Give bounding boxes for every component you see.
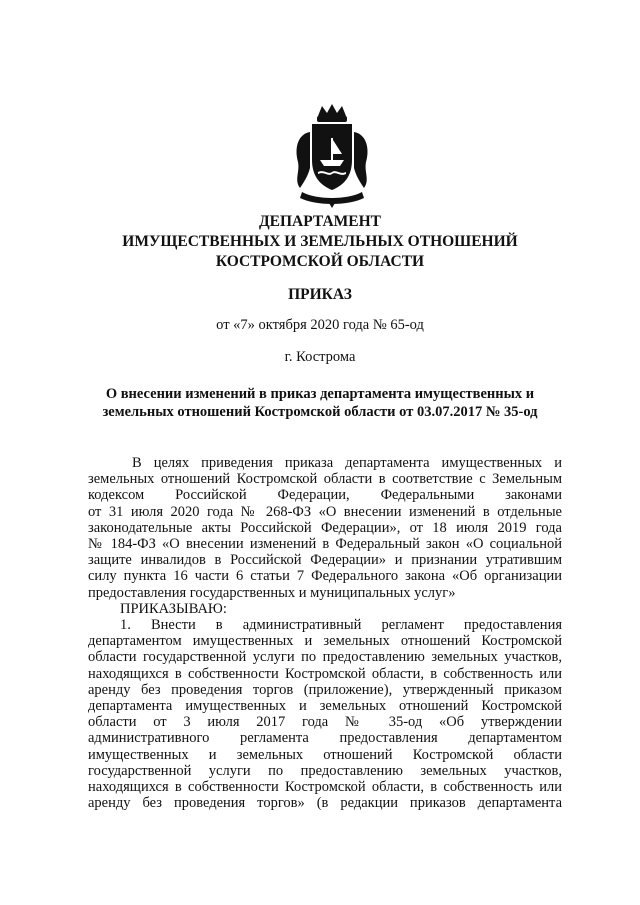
city: г. Кострома: [284, 349, 356, 365]
item-line: находящихся в собственности Костромской области, в собственность или: [88, 665, 562, 682]
item-line: 1. Внести в административный регламент предоставления: [120, 617, 562, 634]
subject-line: земельных отношений Костромской области от 03.07.2017 № 35-од: [102, 404, 538, 420]
document-type: ПРИКАЗ: [288, 286, 352, 303]
item-line: департаментом имущественных и земельных отношений Костромской: [88, 633, 562, 650]
order-date-number: от «7» октября 2020 года № 65-од: [216, 317, 424, 333]
item-line: государственной услуги по предоставлению земельных участков,: [88, 762, 562, 779]
item-line: аренду без проведения торгов (приложение), утвержденный приказом: [88, 681, 562, 698]
preamble-line: земельных отношений Костромской области в соответствие с Земельным: [88, 471, 562, 488]
subject-line: О внесении изменений в приказ департамента имущественных и: [105, 386, 535, 402]
item-line: аренду без проведения торгов» (в редакции приказов департамента: [88, 795, 562, 812]
department-line: ДЕПАРТАМЕНТ: [258, 213, 382, 230]
order-subject: [0, 385, 640, 421]
preamble-line: от 31 июля 2020 года № 268-ФЗ «О внесении изменений в отдельные: [88, 503, 562, 520]
kostroma-region-coat-of-arms-icon: [288, 102, 376, 210]
preamble-line: законодательные акты Российской Федерации», от 18 июля 2019 года: [88, 519, 562, 536]
department-line: ИМУЩЕСТВЕННЫХ И ЗЕМЕЛЬНЫХ ОТНОШЕНИЙ: [122, 233, 518, 250]
decree-word: ПРИКАЗЫВАЮ:: [120, 600, 227, 617]
preamble-line: защите инвалидов в Российской Федерации» и признании утратившим: [88, 552, 562, 569]
preamble-line: кодексом Российской Федерации, Федеральными законами: [88, 487, 562, 504]
preamble-line: В целях приведения приказа департамента имущественных и: [132, 455, 562, 471]
preamble-line: предоставления государственных и муниципальных услуг»: [88, 584, 456, 601]
item-line: находящихся в собственности Костромской области, в собственность или: [88, 779, 562, 796]
item-line: департамента имущественных и земельных отношений Костромской: [88, 698, 562, 715]
item-line: области государственной услуги по предоставлению земельных участков,: [88, 649, 562, 666]
preamble-line: № 184-ФЗ «О внесении изменений в Федеральный закон «О социальной: [88, 536, 562, 553]
item-line: области от 3 июля 2017 года № 35-од «Об утверждении: [88, 714, 562, 731]
order-body: [88, 455, 562, 811]
preamble-line: силу пункта 16 части 6 статьи 7 Федерального закона «Об организации: [88, 568, 562, 585]
department-line: КОСТРОМСКОЙ ОБЛАСТИ: [215, 253, 425, 270]
item-line: административного регламента предоставления департаментом: [88, 730, 562, 747]
item-line: имущественных и земельных отношений Костромской области: [88, 746, 562, 763]
department-name: [0, 212, 640, 272]
